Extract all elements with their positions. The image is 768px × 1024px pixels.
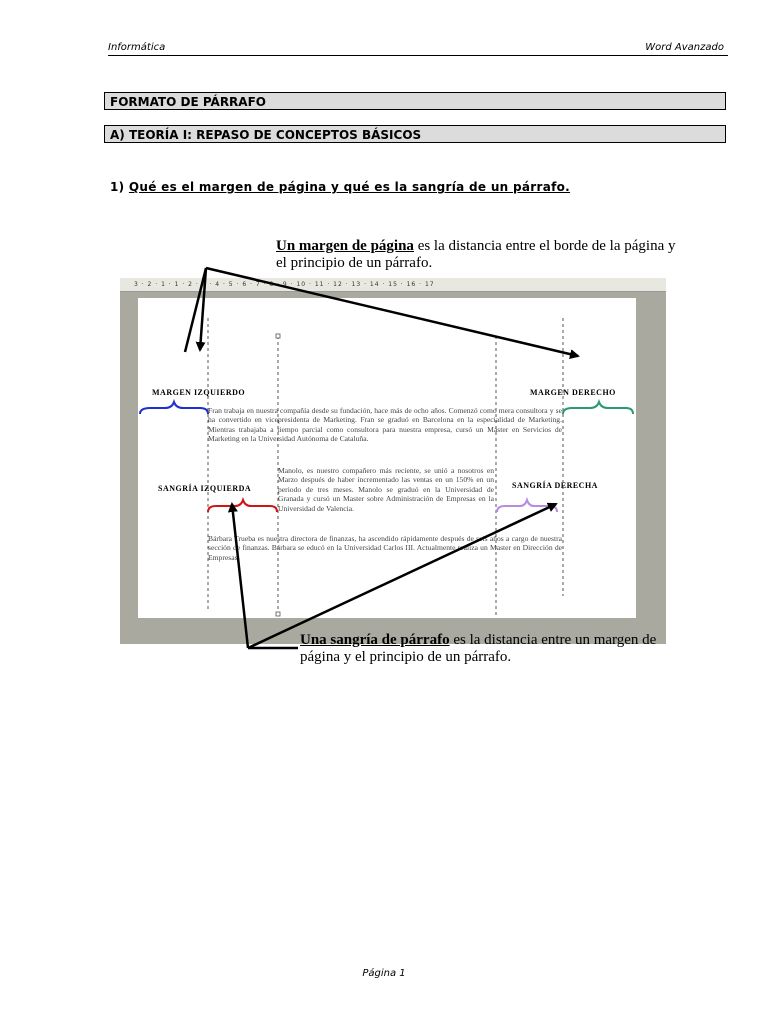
ruler: 3 · 2 · 1 · 1 · 2 · 3 · 4 · 5 · 6 · 7 · 8 · 9 · 10 · 11 · 12 · 13 · 14 · 15 · 16 · 17 (120, 278, 666, 292)
callout-indent-text: es la distancia entre un margen de página y el principio de un párrafo. (300, 632, 657, 665)
callout-indent (300, 632, 700, 666)
question-number: 1) (110, 180, 125, 194)
brace-sangria-izquierda (208, 500, 277, 512)
section-title: FORMATO DE PÁRRAFO (104, 92, 726, 110)
label-margen-derecho: MARGEN DERECHO (530, 388, 616, 397)
callout-margin-term: Un margen de página (276, 238, 414, 254)
callout-indent-term: Una sangría de párrafo (300, 632, 450, 648)
arrow-to-right-indent (248, 504, 556, 648)
paragraph-2: Manolo, es nuestro compañero más reciente, se unió a nosotros en Marzo después de haber incrementado las ventas en un 150% en un periodo de tres meses. Manolo se graduó en la Universidad de Granada y cursó un Master sobre Administración de Empresas en la Universidad de Valencia. (278, 466, 494, 513)
arrow-to-left-indent (232, 504, 248, 648)
header-left: Informática (108, 42, 166, 53)
brace-sangria-derecha (497, 500, 557, 512)
label-sangria-izquierda: SANGRÍA IZQUIERDA (158, 484, 252, 493)
callout-margin-text: es la distancia entre el borde de la página y el principio de un párrafo. (276, 238, 676, 271)
arrow-to-right-margin (206, 268, 578, 356)
header-right: Word Avanzado (645, 42, 724, 53)
paragraph-1: Fran trabaja en nuestra compañía desde su fundación, hace más de ocho años. Comenzó como mera consultora y se ha convertido en vicepresidenta de Marketing. Fran se graduó en Barcelona en la especialidad de Marketing. Mientras trabajaba a tiempo parcial como consultora para nuestra empresa, cursó un Master en Servicios de Marketing en la Universidad Autónoma de Cataluña. (208, 406, 562, 444)
brace-margen-izquierdo (140, 402, 208, 414)
page-number: Página 1 (362, 968, 406, 979)
label-margen-izquierdo: MARGEN IZQUIERDO (152, 388, 246, 397)
label-sangria-derecha: SANGRÍA DERECHA (512, 481, 598, 490)
question-text: Qué es el margen de página y qué es la sangría de un párrafo. (128, 180, 571, 194)
brace-margen-derecho (563, 402, 633, 414)
paragraph-3: Bárbara Trueba es nuestra directora de finanzas, ha ascendido rápidamente después de seis años a cargo de nuestra sección de finanzas. Bárbara se educó en la Universidad Carlos III. Actualmente realiza un Master en Dirección de Empresas. (208, 534, 562, 562)
subsection-title: A) TEORÍA I: REPASO DE CONCEPTOS BÁSICOS (104, 125, 726, 143)
